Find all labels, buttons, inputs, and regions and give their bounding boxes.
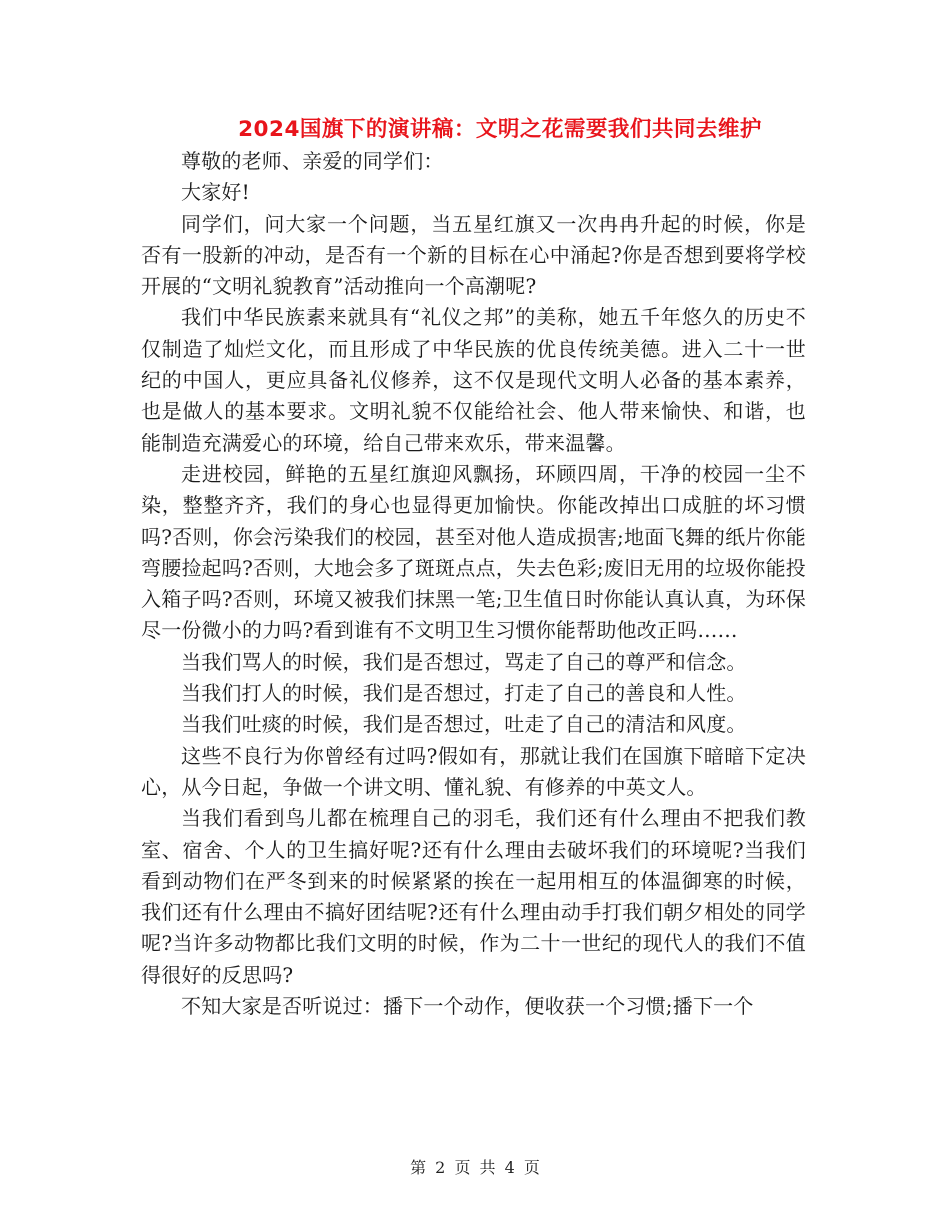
salutation: 尊敬的老师、亲爱的同学们： (181, 149, 444, 173)
speech-body (141, 146, 806, 1022)
paragraph: 这些不良行为你曾经有过吗?假如有，那就让我们在国旗下暗暗下定决心，从今日起，争做一个讲文明、懂礼貌、有修养的中英文人。 (141, 743, 806, 799)
paragraph: 我们中华民族素来就具有“礼仪之邦”的美称，她五千年悠久的历史不仅制造了灿烂文化，而且形成了中华民族的优良传统美德。进入二十一世纪的中国人，更应具备礼仪修养，这不仅是现代文明人必备的基本素养，也是做人的基本要求。文明礼貌不仅能给社会、他人带来愉快、和谐，也能制造充满爱心的环境，给自己带来欢乐，带来温馨。 (141, 305, 806, 455)
paragraph: 同学们，问大家一个问题，当五星红旗又一次冉冉升起的时候，你是否有一股新的冲动，是否有一个新的目标在心中涌起?你是否想到要将学校开展的“文明礼貌教育”活动推向一个高潮呢? (141, 211, 806, 299)
page-number-footer: 第 2 页 共 4 页 (410, 1158, 540, 1177)
paragraph: 当我们吐痰的时候，我们是否想过，吐走了自己的清洁和风度。 (181, 712, 747, 737)
page-title: 2024国旗下的演讲稿：文明之花需要我们共同去维护 (238, 117, 762, 142)
paragraph: 走进校园，鲜艳的五星红旗迎风飘扬，环顾四周，干净的校园一尘不染，整整齐齐，我们的身心也显得更加愉快。你能改掉出口成脏的坏习惯吗?否则，你会污染我们的校园，甚至对他人造成损害;地面飞舞的纸片你能弯腰捡起吗?否则，大地会多了斑斑点点，失去色彩;废旧无用的垃圾你能投入箱子吗?否则，环境又被我们抹黑一笔;卫生值日时你能认真认真，为环保尽一份微小的力吗?看到谁有不文明卫生习惯你能帮助他改正吗…… (141, 461, 806, 643)
paragraph: 当我们打人的时候，我们是否想过，打走了自己的善良和人性。 (181, 681, 747, 706)
greeting: 大家好! (181, 180, 250, 205)
paragraph: 当我们看到鸟儿都在梳理自己的羽毛，我们还有什么理由不把我们教室、宿舍、个人的卫生搞好呢?还有什么理由去破坏我们的环境呢?当我们看到动物们在严冬到来的时候紧紧的挨在一起用相互的体温御寒的时候，我们还有什么理由不搞好团结呢?还有什么理由动手打我们朝夕相处的同学呢?当许多动物都比我们文明的时候，作为二十一世纪的现代人的我们不值得很好的反思吗? (141, 806, 806, 987)
paragraph: 当我们骂人的时候，我们是否想过，骂走了自己的尊严和信念。 (181, 649, 747, 674)
paragraph: 不知大家是否听说过：播下一个动作，便收获一个习惯;播下一个 (181, 994, 754, 1019)
